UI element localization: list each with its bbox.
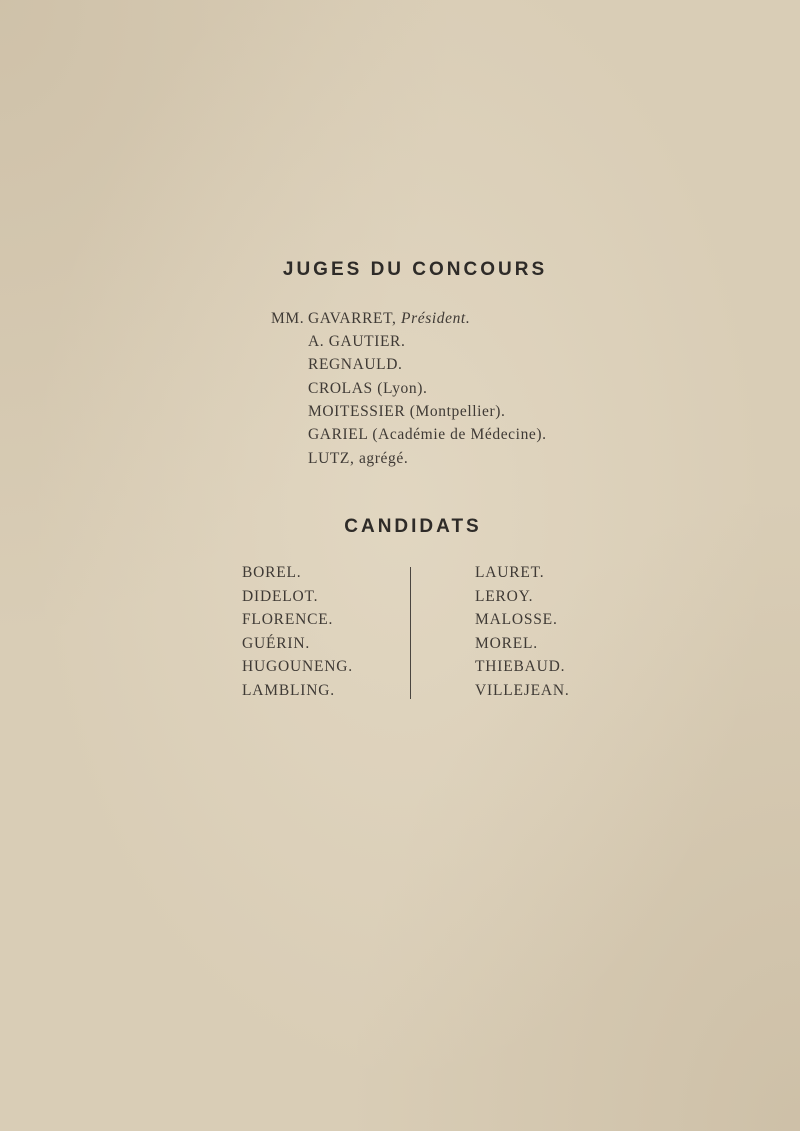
judge-line: [308, 380, 428, 398]
judge-role: Président.: [401, 310, 471, 327]
candidate-name: MOREL.: [475, 635, 538, 652]
candidate-name: LEROY.: [475, 588, 534, 605]
candidate-name: FLORENCE.: [242, 611, 334, 628]
column-divider: [410, 567, 411, 699]
judge-line: [308, 450, 408, 468]
judge-name: CROLAS (Lyon).: [308, 380, 428, 397]
candidates-heading: CANDIDATS: [344, 516, 482, 537]
judge-name: LUTZ, agrégé.: [308, 450, 409, 467]
candidate-name: DIDELOT.: [242, 588, 319, 605]
judge-line: [308, 333, 405, 351]
judge-name: GARIEL (Académie de Médecine).: [308, 426, 547, 443]
judge-line: [308, 403, 506, 421]
judge-line: [308, 356, 403, 374]
candidate-name: LAURET.: [475, 564, 545, 581]
candidate-name: GUÉRIN.: [242, 635, 311, 652]
judge-name: GAVARRET,: [308, 310, 397, 327]
judge-name: MOITESSIER (Montpellier).: [308, 403, 506, 420]
candidate-name: BOREL.: [242, 564, 302, 581]
candidate-name: MALOSSE.: [475, 611, 558, 628]
judge-line: [271, 310, 471, 328]
judges-heading: JUGES DU CONCOURS: [282, 259, 548, 280]
candidate-name: THIEBAUD.: [475, 658, 566, 675]
candidate-name: VILLEJEAN.: [475, 682, 570, 699]
judge-name: A. GAUTIER.: [308, 333, 406, 350]
candidate-name: HUGOUNENG.: [242, 658, 353, 675]
judge-name: REGNAULD.: [308, 356, 403, 373]
candidate-name: LAMBLING.: [242, 682, 335, 699]
judge-line: [308, 426, 547, 444]
judges-prefix: MM.: [271, 310, 305, 327]
